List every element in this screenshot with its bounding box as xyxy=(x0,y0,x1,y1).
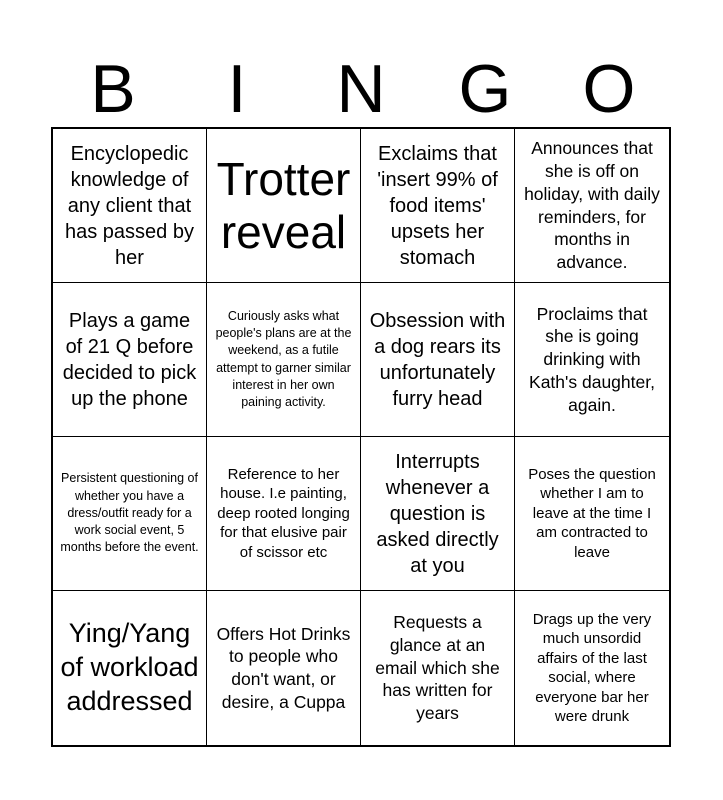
header-letter-o: O xyxy=(582,51,636,127)
bingo-cell[interactable] xyxy=(515,437,669,591)
header-letter-b: B xyxy=(90,51,136,127)
bingo-cell[interactable] xyxy=(207,129,361,283)
header-letter-g: G xyxy=(458,51,512,127)
bingo-cell-text: Reference to her house. I.e painting, deep rooted longing for that elusive pair of scissor etc xyxy=(217,465,350,561)
bingo-cell[interactable] xyxy=(361,283,515,437)
bingo-cell[interactable] xyxy=(53,129,207,283)
bingo-cell-text: Trotter reveal xyxy=(216,152,351,258)
header-letter-n: N xyxy=(336,51,386,127)
bingo-cell-text: Announces that she is off on holiday, with daily reminders, for months in advance. xyxy=(524,138,660,272)
bingo-cell[interactable] xyxy=(361,129,515,283)
bingo-cell-text: Ying/Yang of workload addressed xyxy=(60,618,199,716)
bingo-cell-text: Drags up the very much unsordid affairs of the last social, where everyone bar her were drunk xyxy=(532,610,652,725)
bingo-cell[interactable] xyxy=(361,591,515,745)
bingo-cell-text: Proclaims that she is going drinking with Kath's daughter, again. xyxy=(529,303,655,415)
bingo-cell-text: Curiously asks what people's plans are at the weekend, as a futile attempt to garner similar interest in her own paining activity. xyxy=(215,308,352,409)
bingo-cell[interactable] xyxy=(515,591,669,745)
bingo-cell[interactable] xyxy=(53,283,207,437)
bingo-cell[interactable] xyxy=(515,283,669,437)
header-letter-i: I xyxy=(227,51,247,127)
bingo-cell-text: Offers Hot Drinks to people who don't want, or desire, a Cuppa xyxy=(216,623,351,712)
bingo-cell[interactable] xyxy=(361,437,515,591)
bingo-header xyxy=(51,50,671,128)
bingo-grid xyxy=(51,127,671,747)
bingo-cell[interactable] xyxy=(207,283,361,437)
bingo-cell-text: Poses the question whether I am to leave at the time I am contracted to leave xyxy=(528,465,656,561)
bingo-cell[interactable] xyxy=(53,591,207,745)
bingo-cell-text: Encyclopedic knowledge of any client that has passed by her xyxy=(65,142,194,269)
bingo-cell[interactable] xyxy=(515,129,669,283)
bingo-cell-text: Obsession with a dog rears its unfortunately furry head xyxy=(369,309,506,410)
bingo-cell[interactable] xyxy=(207,437,361,591)
bingo-cell[interactable] xyxy=(207,591,361,745)
bingo-cell-text: Requests a glance at an email which she has written for years xyxy=(375,612,500,724)
bingo-cell-text: Plays a game of 21 Q before decided to pick up the phone xyxy=(62,309,197,410)
bingo-cell[interactable] xyxy=(53,437,207,591)
bingo-cell-text: Persistent questioning of whether you have a dress/outfit ready for a work social event, 5 months before the event. xyxy=(60,471,199,555)
bingo-cell-text: Exclaims that 'insert 99% of food items' upsets her stomach xyxy=(377,142,498,269)
bingo-cell-text: Interrupts whenever a question is asked directly at you xyxy=(376,450,499,577)
